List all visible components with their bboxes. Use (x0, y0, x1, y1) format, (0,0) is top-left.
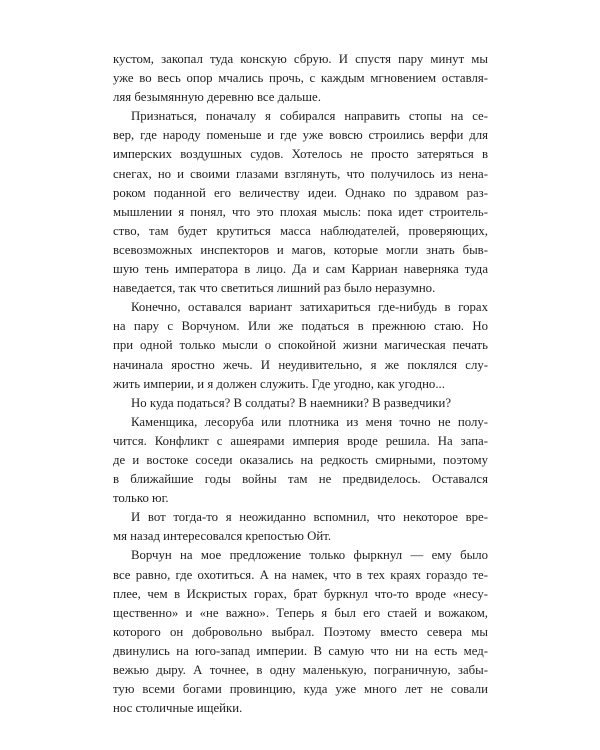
text-line: все равно, где охотиться. А на намек, что в тех краях гораздо те- (113, 567, 488, 582)
text-line: щественно» и «не важно». Теперь я был его стаей и вожаком, (113, 605, 488, 620)
text-line: И вот тогда-то я неожиданно вспомнил, что некоторое вре- (131, 510, 488, 525)
paragraph-2 (113, 107, 488, 298)
text-line: наведается, так что светиться лишний раз было неразумно. (113, 281, 436, 296)
paragraph-3 (113, 298, 488, 393)
text-line: нос столичные ищейки. (113, 701, 243, 716)
text-line: ство, там будет крутиться масса наблюдателей, проверяющих, (113, 223, 488, 238)
text-line: Ворчун на мое предложение только фыркнул — ему было (131, 548, 488, 563)
text-line: шую тень императора в лицо. Да и сам Карриан наверняка туда (113, 262, 488, 277)
text-line: мышлении я понял, что это плохая мысль: пока идет строитель- (113, 204, 488, 219)
text-line: только юг. (113, 491, 169, 506)
text-line: вежью дыру. А точнее, в одну маленькую, пограничную, забы- (113, 663, 488, 677)
text-line: вер, где народу поменьше и где уже вовсю строились верфи для (113, 128, 488, 143)
text-block (113, 50, 488, 718)
text-line: Признаться, поначалу я собирался направить стопы на се- (131, 109, 488, 124)
text-line: Конечно, оставался вариант затихариться где-нибудь в горах (131, 300, 488, 315)
text-line: мя назад интересовался крепостью Ойт. (113, 529, 332, 544)
text-line: кустом, закопал туда конскую сбрую. И спустя пару минут мы (113, 52, 488, 66)
text-line: имперских воздушных судов. Хотелось не просто затеряться в (113, 147, 488, 162)
paragraph-5 (113, 413, 488, 508)
text-line: жить империи, и я должен служить. Где угодно, как угодно... (113, 376, 445, 391)
text-line: ляя безымянную деревню все дальше. (113, 90, 321, 105)
text-line: де и востоке соседи оказались на редкость смирными, поэтому (113, 452, 488, 467)
paragraph-6 (113, 508, 488, 546)
paragraph-4 (113, 394, 488, 413)
text-line: уже во весь опор мчались прочь, с каждым мгновением оставля- (113, 71, 488, 86)
text-line: Но куда податься? В солдаты? В наемники? В разведчики? (131, 395, 451, 410)
text-line: плее, чем в Искристых горах, брат буркнул что-то вроде «несу- (113, 586, 488, 601)
text-line: чится. Конфликт с ашеярами империя вроде решила. На запа- (113, 433, 488, 448)
paragraph-7 (113, 546, 488, 718)
text-line: Каменщика, лесоруба или плотника из меня точно не полу- (131, 414, 488, 429)
paragraph-1 (113, 50, 488, 107)
text-line: всевозможных инспекторов и магов, которые могли знать быв- (113, 242, 488, 257)
text-line: которого он добровольно выбрал. Поэтому вместо севера мы (113, 624, 488, 639)
text-line: начинала яростно жечь. И неудивительно, я же поклялся слу- (113, 357, 488, 372)
text-line: тую всеми богами провинцию, куда уже много лет не совали (113, 682, 488, 697)
text-line: двинулись на юго-запад империи. В самую что ни на есть мед- (113, 643, 488, 658)
text-line: при одной только мысли о спокойной жизни магическая печать (113, 338, 488, 353)
text-line: в ближайшие годы войны там не предвиделось. Оставался (113, 472, 488, 487)
text-line: снегах, но и своими глазами взглянуть, что получилось из нена- (113, 166, 488, 181)
text-line: на пару с Ворчуном. Или же податься в прежнюю стаю. Но (113, 319, 488, 334)
text-line: роком поданной его величеству идеи. Однако по здравом раз- (113, 185, 488, 200)
